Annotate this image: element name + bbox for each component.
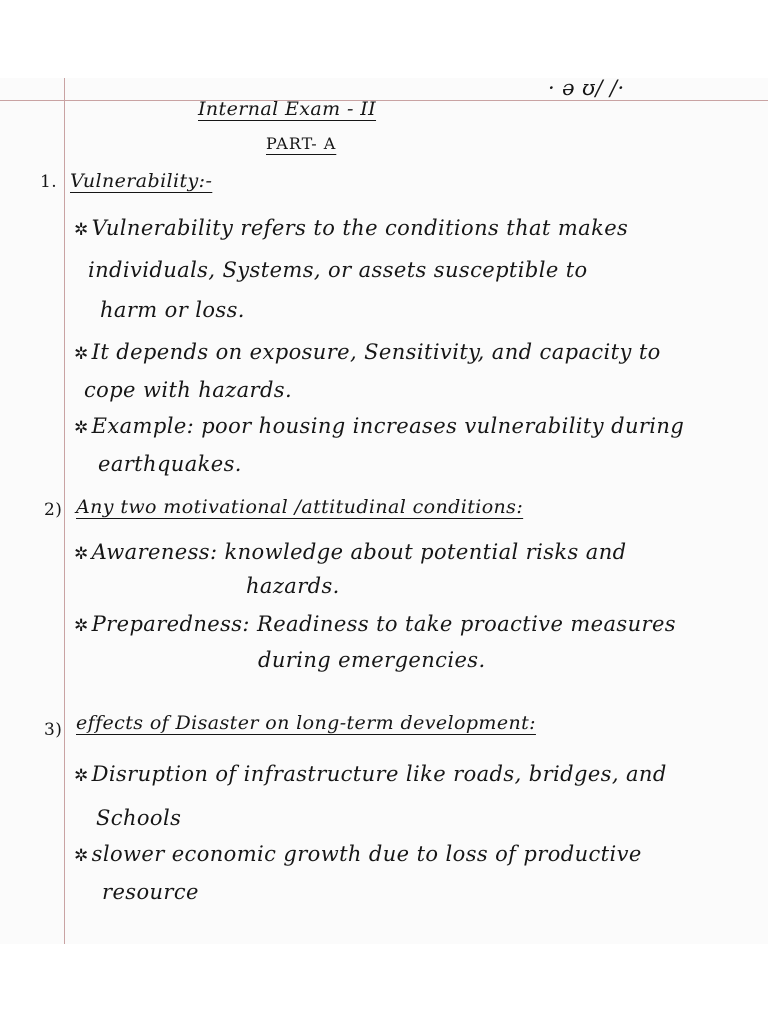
section-1-line-2: individuals, Systems, or assets susceptible to bbox=[88, 258, 588, 282]
margin-rule bbox=[64, 78, 65, 944]
section-3-heading: effects of Disaster on long-term development: bbox=[76, 712, 536, 734]
bullet-icon: ✲ bbox=[74, 418, 89, 438]
section-3-line-1: ✲ Disruption of infrastructure like roads, bridges, and bbox=[74, 762, 667, 786]
section-1-line-1: ✲ Vulnerability refers to the conditions that makes bbox=[74, 216, 629, 240]
section-2-line-3: ✲ Preparedness: Readiness to take proactive measures bbox=[74, 612, 676, 636]
notebook-page bbox=[0, 78, 768, 944]
section-3-line-3: ✲ slower economic growth due to loss of productive bbox=[74, 842, 642, 866]
bullet-icon: ✲ bbox=[74, 616, 89, 636]
section-1-line-3: harm or loss. bbox=[100, 298, 245, 322]
section-3-line-4: resource bbox=[102, 880, 199, 904]
section-1-heading: Vulnerability:- bbox=[70, 170, 213, 192]
section-1-line-7: earthquakes. bbox=[98, 452, 242, 476]
section-1-number: 1. bbox=[40, 172, 58, 192]
section-1-line-4: ✲ It depends on exposure, Sensitivity, and capacity to bbox=[74, 340, 661, 364]
section-2-line-1: ✲ Awareness: knowledge about potential risks and bbox=[74, 540, 627, 564]
section-3-number: 3) bbox=[44, 720, 63, 740]
section-2-line-2: hazards. bbox=[246, 574, 340, 598]
page-title: Internal Exam - II bbox=[198, 98, 377, 120]
section-3-line-2: Schools bbox=[96, 806, 182, 830]
section-2-number: 2) bbox=[44, 500, 63, 520]
section-1-line-6: ✲ Example: poor housing increases vulnerability during bbox=[74, 414, 685, 438]
corner-scribble: · ə ʊ/ /· bbox=[548, 78, 625, 100]
top-rule bbox=[0, 100, 768, 101]
section-1-line-5: cope with hazards. bbox=[84, 378, 293, 402]
bullet-icon: ✲ bbox=[74, 846, 89, 866]
bullet-icon: ✲ bbox=[74, 344, 89, 364]
bullet-icon: ✲ bbox=[74, 766, 89, 786]
part-label: PART- A bbox=[266, 134, 337, 153]
bullet-icon: ✲ bbox=[74, 544, 89, 564]
bullet-icon: ✲ bbox=[74, 220, 89, 240]
section-2-line-4: during emergencies. bbox=[258, 648, 486, 672]
section-2-heading: Any two motivational /attitudinal conditions: bbox=[76, 496, 524, 518]
